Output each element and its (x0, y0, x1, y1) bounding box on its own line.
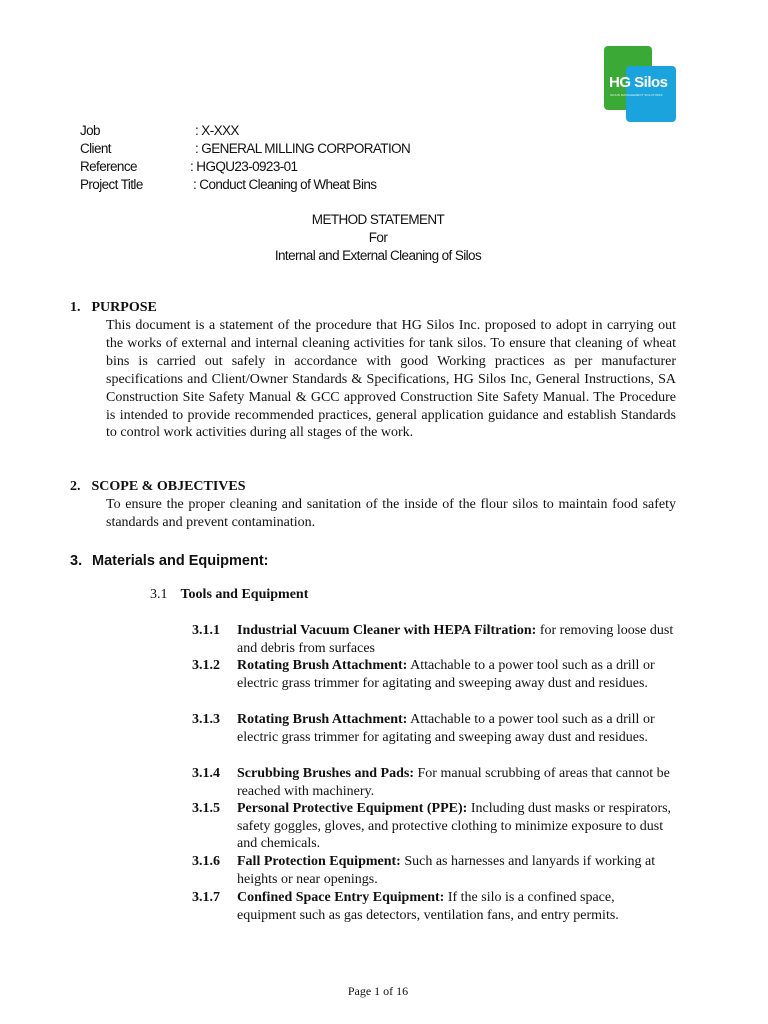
item-text: Including dust masks or respirators, safety goggles, gloves, and protective clothing to minimize exposure to dust and chemicals. (237, 801, 672, 852)
subsection-title: Tools and Equipment (180, 587, 309, 602)
item-number: 3.1.1 (192, 623, 220, 638)
item-text: For manual scrubbing of areas that cannot be reached with machinery. (237, 766, 670, 799)
section-title: PURPOSE (91, 300, 157, 315)
purpose-paragraph: This document is a statement of the procedure that HG Silos Inc. proposed to adopt in carrying out the works of external and internal cleaning activities for tank silos. To ensure that cleaning of wheat bins is carried out safely in accordance with good Working practices as per manufacturer specifications and Client/Owner Standards & Specifications, HG Silos Inc, General Instructions, SA Construction Site Safety Manual & GCC approved Construction Site Safety Manual. The Procedure is intended to provide recommended practices, general application guidance and establish Standards to control work activities during all stages of the work. (106, 318, 676, 441)
item-body (237, 765, 677, 800)
item-body (237, 622, 677, 657)
document-title-line1: METHOD STATEMENT (311, 212, 445, 227)
job-value: : X-XXX (195, 123, 239, 138)
item-number: 3.1.6 (192, 854, 220, 869)
section-materials-heading (70, 552, 268, 570)
section-number: 3. (70, 553, 83, 569)
client-label: Client (80, 141, 111, 156)
page-number: Page 1 of 16 (347, 984, 409, 998)
logo-tagline: GRAIN MANAGEMENT SOLUTIONS (610, 93, 663, 97)
section-number: 2. (70, 479, 81, 494)
logo-text: HG Silos (609, 74, 668, 91)
item-number: 3.1.4 (192, 766, 220, 781)
item-number: 3.1.7 (192, 890, 220, 905)
item-text: Attachable to a power tool such as a drill or electric grass trimmer for agitating and sweeping away dust and residues. (237, 712, 655, 745)
item-title: Scrubbing Brushes and Pads: (237, 766, 415, 781)
section-purpose-heading (70, 299, 157, 317)
section-title: SCOPE & OBJECTIVES (91, 479, 246, 494)
project-title-value: : Conduct Cleaning of Wheat Bins (193, 177, 377, 192)
document-title-line2: For (368, 230, 388, 245)
item-number: 3.1.2 (192, 658, 220, 673)
item-body (237, 711, 677, 746)
item-title: Rotating Brush Attachment: (237, 658, 408, 673)
item-body (237, 657, 677, 692)
section-scope-heading (70, 478, 246, 496)
item-text: Such as harnesses and lanyards if working at heights or near openings. (237, 854, 656, 887)
item-text: If the silo is a confined space, equipment such as gas detectors, ventilation fans, and entry permits. (237, 890, 619, 923)
reference-value: : HGQU23-0923-01 (190, 159, 298, 174)
item-title: Industrial Vacuum Cleaner with HEPA Filtration: (237, 623, 537, 638)
subsection-tools-heading (150, 586, 308, 604)
job-label: Job (80, 123, 100, 138)
section-number: 1. (70, 300, 81, 315)
item-text: Attachable to a power tool such as a drill or electric grass trimmer for agitating and sweeping away dust and residues. (237, 658, 655, 691)
item-number: 3.1.5 (192, 801, 220, 816)
project-title-label: Project Title (80, 177, 143, 192)
section-title: Materials and Equipment: (92, 553, 269, 569)
item-title: Fall Protection Equipment: (237, 854, 401, 869)
item-body (237, 800, 677, 853)
item-number: 3.1.3 (192, 712, 220, 727)
item-body (237, 853, 677, 888)
item-text: for removing loose dust and debris from surfaces (237, 623, 674, 656)
item-body (237, 889, 677, 924)
subsection-number: 3.1 (150, 587, 168, 602)
item-title: Personal Protective Equipment (PPE): (237, 801, 468, 816)
hg-silos-logo (604, 46, 676, 122)
scope-paragraph: To ensure the proper cleaning and sanitation of the inside of the flour silos to maintain food safety standards and prevent contamination. (106, 497, 676, 530)
reference-label: Reference (80, 159, 137, 174)
item-title: Confined Space Entry Equipment: (237, 890, 445, 905)
document-title-line3: Internal and External Cleaning of Silos (274, 248, 482, 263)
client-value: : GENERAL MILLING CORPORATION (195, 141, 411, 156)
item-title: Rotating Brush Attachment: (237, 712, 408, 727)
